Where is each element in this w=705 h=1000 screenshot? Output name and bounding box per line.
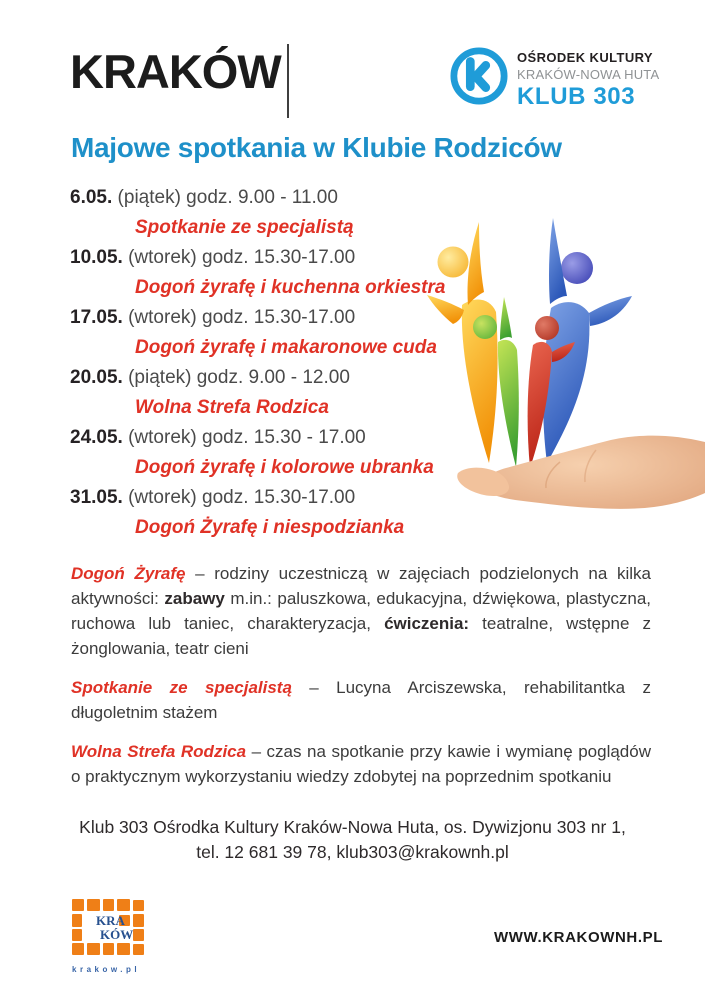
org-name: OŚRODEK KULTURY	[517, 50, 653, 65]
event-time: (wtorek) godz. 15.30-17.00	[128, 247, 356, 268]
event-date: 17.05.	[70, 307, 123, 328]
contact-address: Klub 303 Ośrodka Kultury Kraków-Nowa Huta, os. Dywizjonu 303 nr 1,	[79, 817, 626, 837]
event-date-line	[70, 303, 490, 333]
description-text: – czas na spotkanie przy kawie i wymianę poglądów o praktycznym wykorzystaniu wiedzy zdobytej na poprzednim spotkaniu	[71, 742, 651, 786]
description-text: – Lucyna Arciszewska, rehabilitantka z długoletnim stażem	[71, 678, 651, 722]
event-date: 24.05.	[70, 427, 123, 448]
event-item	[70, 183, 490, 243]
contact-phone-email: tel. 12 681 39 78, klub303@krakownh.pl	[196, 842, 509, 862]
event-name: Wolna Strefa Rodzica	[135, 397, 329, 418]
description-bold: ćwiczenia:	[384, 614, 470, 633]
event-name: Dogoń żyrafę i kolorowe ubranka	[135, 457, 434, 478]
description-lead: Wolna Strefa Rodzica	[71, 742, 247, 761]
klub303-k-icon	[450, 47, 508, 105]
event-name: Dogoń Żyrafę i niespodzianka	[135, 517, 405, 538]
event-date: 20.05.	[70, 367, 123, 388]
event-date: 10.05.	[70, 247, 123, 268]
event-date-line	[70, 363, 490, 393]
description-spotkanie	[71, 675, 651, 725]
description-lead: Spotkanie ze specjalistą	[71, 678, 292, 697]
description-text: teatralne, wstępne z żonglowania, teatr cieni	[71, 614, 651, 658]
logo-divider	[287, 44, 289, 118]
event-name: Dogoń żyrafę i kuchenna orkiestra	[135, 277, 446, 298]
event-name: Dogoń żyrafę i makaronowe cuda	[135, 337, 437, 358]
event-time: (wtorek) godz. 15.30-17.00	[128, 307, 356, 328]
event-item	[70, 423, 490, 483]
org-city: KRAKÓW-NOWA HUTA	[517, 67, 660, 82]
description-wolna-strefa	[71, 739, 651, 789]
krakow-pl-caption: krakow.pl	[72, 965, 141, 974]
krakow-pl-logo	[70, 897, 150, 974]
event-date-line	[70, 483, 490, 513]
description-dogon-zyrafe	[71, 561, 651, 661]
org-klub: KLUB 303	[517, 83, 636, 110]
org-text	[517, 47, 659, 111]
event-date-line	[70, 243, 490, 273]
event-date: 6.05.	[70, 187, 113, 208]
event-name: Spotkanie ze specjalistą	[135, 217, 354, 238]
event-list	[70, 183, 490, 543]
event-item	[70, 243, 490, 303]
event-item	[70, 363, 490, 423]
event-date-line	[70, 423, 490, 453]
page-title: Majowe spotkania w Klubie Rodziców	[71, 132, 562, 163]
event-time: (wtorek) godz. 15.30 - 17.00	[128, 427, 366, 448]
event-item	[70, 483, 490, 543]
event-date-line	[70, 183, 490, 213]
description-text: m.in.: paluszkowa, edukacyjna, dźwiękowa, plastyczna, ruchowa lub taniec, charakteryzacja,	[71, 589, 652, 633]
krakow-logo-kow: KÓW	[100, 927, 134, 942]
krakow-logo-kra: KRA	[96, 913, 125, 928]
description-text: – rodziny uczestniczą w zajęciach podzielonych na kilka aktywności:	[71, 564, 651, 608]
krakow-city-logo: KRAKÓW	[70, 45, 281, 98]
event-time: (piątek) godz. 9.00 - 12.00	[128, 367, 350, 388]
description-bold: zabawy	[164, 589, 225, 608]
descriptions	[71, 561, 651, 803]
contact-info	[0, 815, 705, 865]
event-item	[70, 303, 490, 363]
website-url: WWW.KRAKOWNH.PL	[494, 929, 663, 946]
event-time: (piątek) godz. 9.00 - 11.00	[117, 187, 338, 208]
description-lead: Dogoń Żyrafę	[71, 564, 186, 583]
event-time: (wtorek) godz. 15.30-17.00	[128, 487, 356, 508]
krakow-mosaic-icon	[70, 897, 146, 957]
event-date: 31.05.	[70, 487, 123, 508]
klub303-logo	[450, 47, 659, 111]
